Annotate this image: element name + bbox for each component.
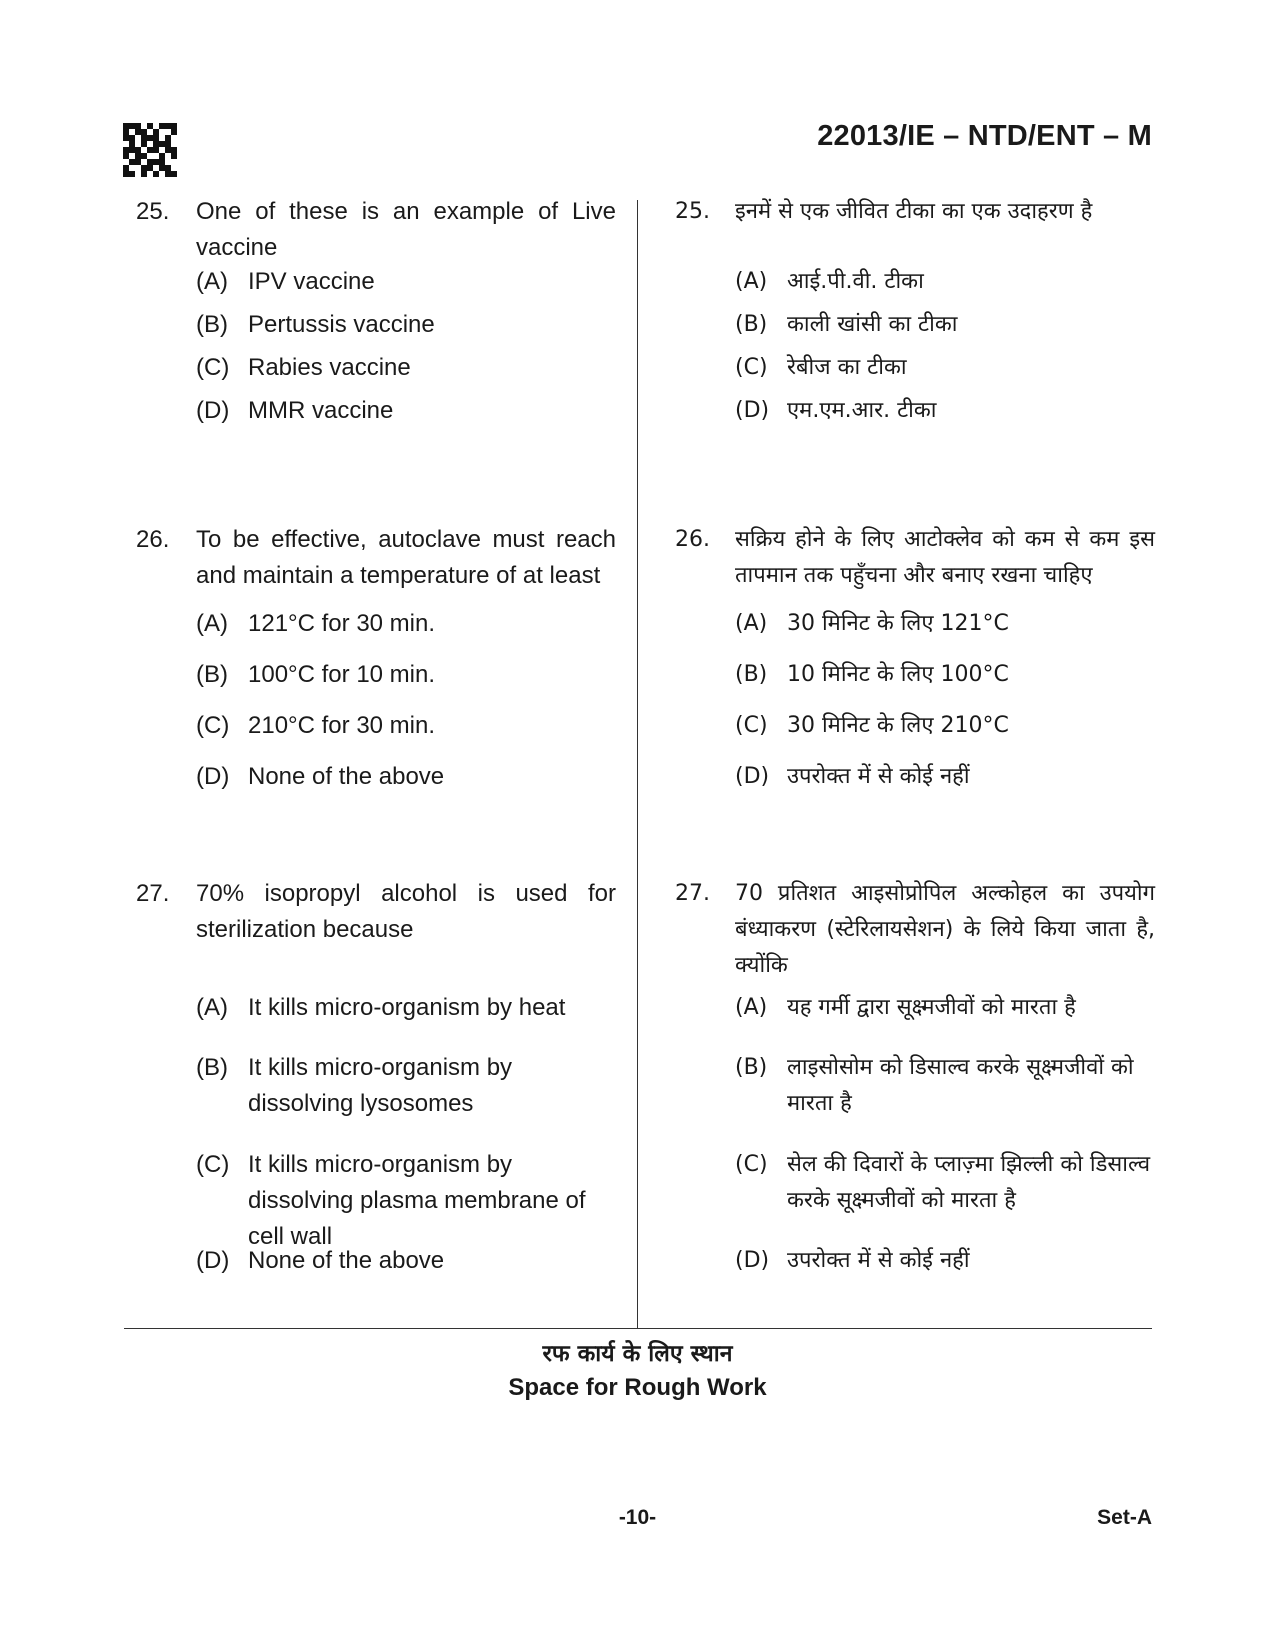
paper-code: 22013/IE – NTD/ENT – M <box>817 120 1152 152</box>
question-number: 26. <box>675 527 710 552</box>
option-label: (A) <box>196 268 228 295</box>
option-label: (A) <box>735 611 768 636</box>
option-d <box>735 1243 1155 1279</box>
question-text: 70% isopropyl alcohol is used for sterilization because <box>196 880 616 943</box>
option-text: It kills micro-organism by dissolving plasma membrane of cell wall <box>248 1151 586 1250</box>
option-text: लाइसोसोम को डिसाल्व करके सूक्ष्मजीवों को मारता है <box>787 1055 1134 1116</box>
option-c <box>735 708 1155 744</box>
option-label: (D) <box>735 398 770 423</box>
option-d <box>196 759 616 795</box>
option-text: MMR vaccine <box>248 397 394 424</box>
question-27-en <box>136 876 616 948</box>
option-text: 121°C for 30 min. <box>248 610 436 637</box>
option-label: (D) <box>196 397 230 424</box>
option-text: रेबीज का टीका <box>787 355 907 380</box>
question-text: इनमें से एक जीवित टीका का एक उदाहरण है <box>735 199 1093 224</box>
option-c <box>196 1147 616 1255</box>
question-text: 70 प्रतिशत आइसोप्रोपिल अल्कोहल का उपयोग बंध्याकरण (स्टेरिलायसेशन) के लिये किया जाता है, क्योंकि <box>735 881 1155 978</box>
option-c <box>196 708 616 744</box>
option-label: (C) <box>735 1152 768 1177</box>
question-26-en <box>136 522 616 594</box>
option-text: None of the above <box>248 763 445 790</box>
option-text: 210°C for 30 min. <box>248 712 436 739</box>
option-label: (C) <box>735 713 768 738</box>
option-text: 10 मिनिट के लिए 100°C <box>787 662 1009 687</box>
option-text: None of the above <box>248 1247 445 1274</box>
option-d <box>196 1243 616 1279</box>
question-25-en <box>136 194 616 266</box>
option-a <box>196 606 616 642</box>
option-a <box>735 264 1155 300</box>
option-label: (D) <box>735 1248 770 1273</box>
option-text: उपरोक्त में से कोई नहीं <box>787 764 970 789</box>
question-number: 25. <box>136 198 170 225</box>
option-text: It kills micro-organism by dissolving lysosomes <box>248 1054 513 1117</box>
question-text: To be effective, autoclave must reach and maintain a temperature of at least <box>196 526 616 589</box>
option-b <box>735 307 1155 343</box>
option-a <box>735 990 1155 1026</box>
question-number: 27. <box>136 880 170 907</box>
option-text: 30 मिनिट के लिए 210°C <box>787 713 1009 738</box>
option-label: (A) <box>196 610 228 637</box>
option-d <box>735 393 1155 429</box>
option-text: सेल की दिवारों के प्लाज़्मा झिल्ली को डिसाल्व करके सूक्ष्मजीवों को मारता है <box>787 1152 1151 1213</box>
question-text: सक्रिय होने के लिए आटोक्लेव को कम से कम इस तापमान तक पहुँचना और बनाए रखना चाहिए <box>735 527 1155 588</box>
question-number: 27. <box>675 881 710 906</box>
rough-work-label-hindi: रफ कार्य के लिए स्थान <box>542 1341 733 1367</box>
question-number: 26. <box>136 526 170 553</box>
option-label: (A) <box>735 995 768 1020</box>
option-label: (A) <box>196 994 228 1021</box>
option-label: (D) <box>735 764 770 789</box>
option-text: उपरोक्त में से कोई नहीं <box>787 1248 970 1273</box>
rough-work-divider <box>124 1328 1152 1329</box>
option-b <box>196 307 616 343</box>
option-text: आई.पी.वी. टीका <box>787 269 924 294</box>
option-b <box>196 657 616 693</box>
option-b <box>735 657 1155 693</box>
column-divider <box>637 200 638 1328</box>
option-text: IPV vaccine <box>248 268 375 295</box>
option-label: (D) <box>196 1247 230 1274</box>
qr-code <box>123 123 177 177</box>
option-c <box>196 350 616 386</box>
option-a <box>735 606 1155 642</box>
option-label: (B) <box>196 661 228 688</box>
rough-work-label-english: Space for Rough Work <box>508 1374 767 1401</box>
option-label: (B) <box>735 1055 768 1080</box>
option-text: यह गर्मी द्वारा सूक्ष्मजीवों को मारता है <box>787 995 1076 1020</box>
question-26-hi <box>675 522 1155 594</box>
option-label: (C) <box>735 355 768 380</box>
option-label: (A) <box>735 269 768 294</box>
option-label: (B) <box>735 312 768 337</box>
option-label: (B) <box>196 311 228 338</box>
option-label: (D) <box>196 763 230 790</box>
option-text: काली खांसी का टीका <box>787 312 958 337</box>
option-b <box>196 1050 616 1122</box>
option-a <box>196 264 616 300</box>
option-label: (B) <box>196 1054 228 1081</box>
question-text: One of these is an example of Live vaccine <box>196 198 616 261</box>
question-27-hi <box>675 876 1155 984</box>
question-number: 25. <box>675 199 710 224</box>
option-d <box>196 393 616 429</box>
set-label: Set-A <box>1097 1506 1152 1529</box>
option-b <box>735 1050 1155 1122</box>
option-a <box>196 990 616 1026</box>
option-text: It kills micro-organism by heat <box>248 994 566 1021</box>
page-number: -10- <box>618 1506 657 1529</box>
option-text: Rabies vaccine <box>248 354 411 381</box>
option-text: 30 मिनिट के लिए 121°C <box>787 611 1009 636</box>
option-label: (C) <box>196 1151 230 1178</box>
option-label: (C) <box>196 712 230 739</box>
option-text: एम.एम.आर. टीका <box>787 398 937 423</box>
option-text: 100°C for 10 min. <box>248 661 436 688</box>
option-text: Pertussis vaccine <box>248 311 435 338</box>
option-c <box>735 350 1155 386</box>
question-25-hi <box>675 194 1155 230</box>
option-c <box>735 1147 1155 1219</box>
option-label: (C) <box>196 354 230 381</box>
option-d <box>735 759 1155 795</box>
option-label: (B) <box>735 662 768 687</box>
